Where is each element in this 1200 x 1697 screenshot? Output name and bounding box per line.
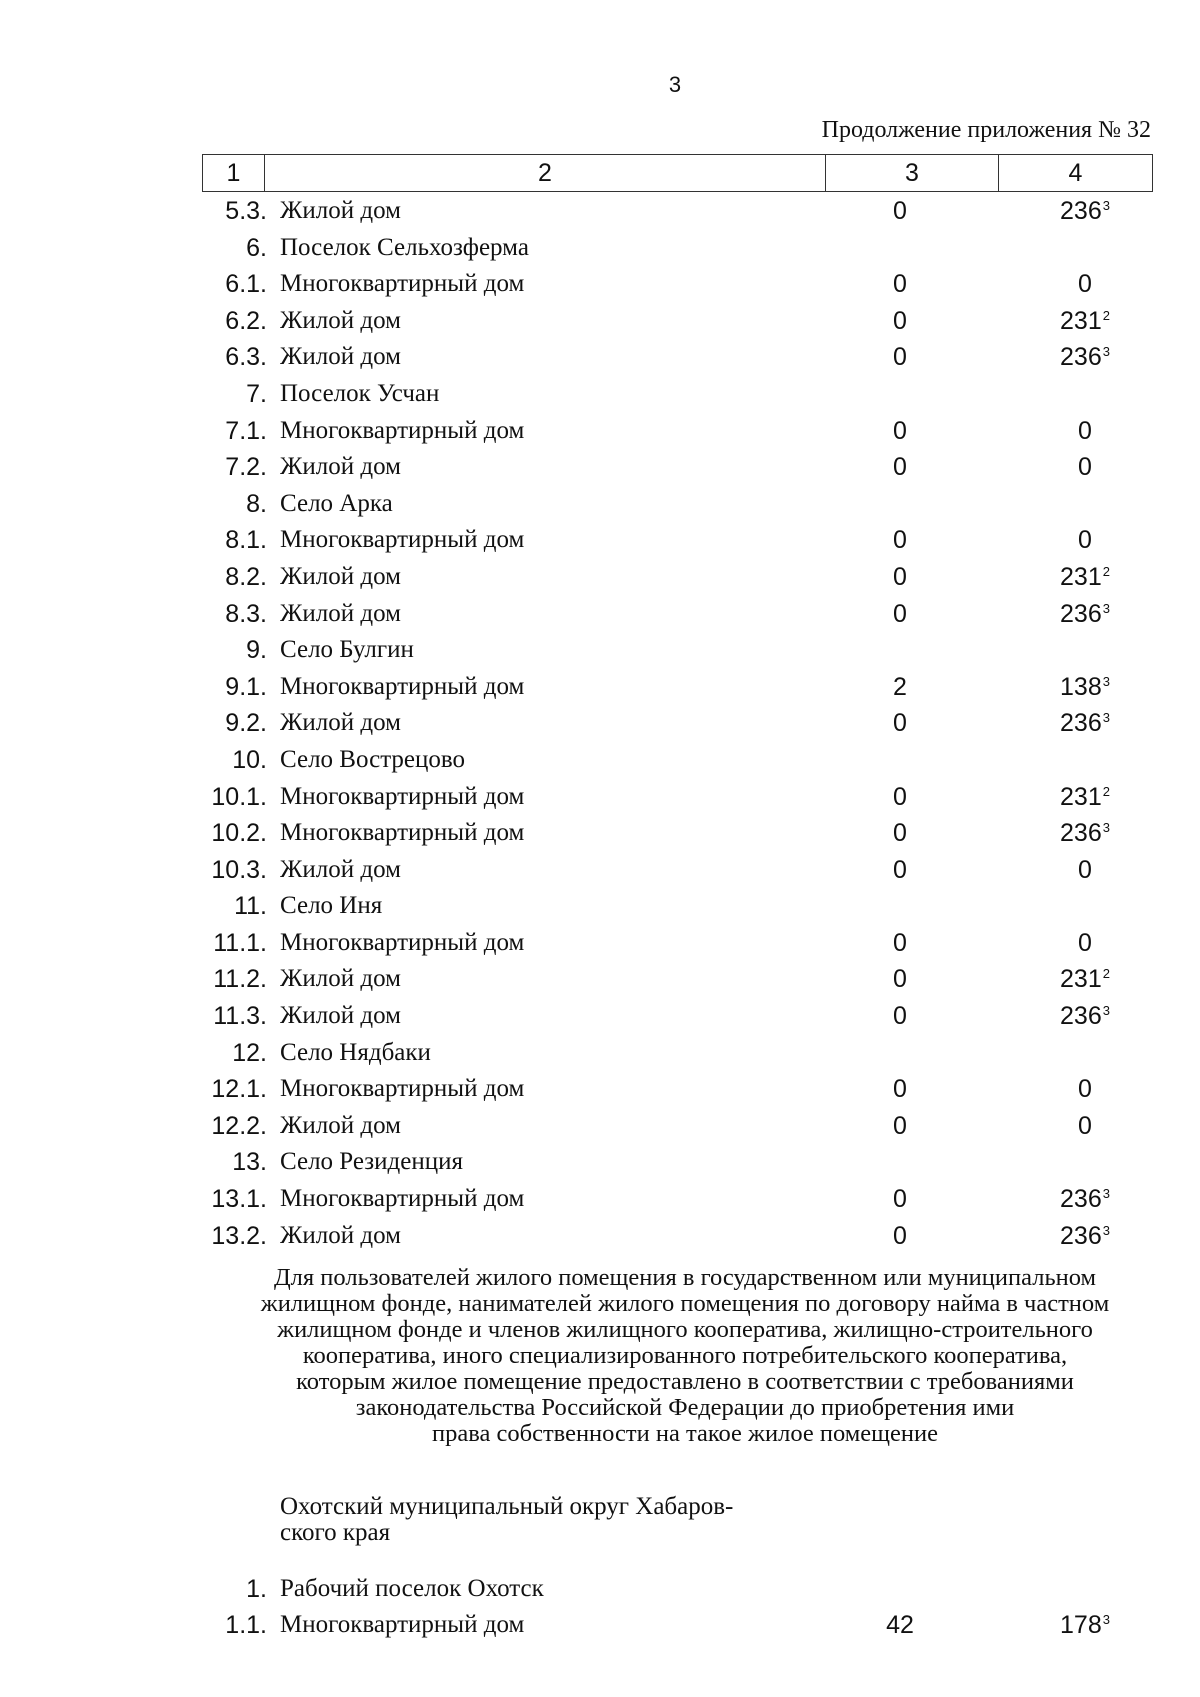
col3-value: 0 [893, 782, 907, 811]
row-number: 8. [246, 489, 267, 518]
table-row [0, 1220, 1200, 1257]
row-number: 5.3. [225, 197, 267, 225]
paragraph-line: Для пользователей жилого помещения в государственном или муниципальном [273, 1264, 1097, 1291]
paragraph-line: кооператива, иного специализированного потребительского кооператива, [302, 1342, 1068, 1369]
col4-value: $231^2$ [1060, 965, 1110, 994]
table-row [0, 1073, 1200, 1110]
row-name: Многоквартирный дом [280, 928, 525, 956]
header-col-2: 2 [265, 155, 826, 192]
table-row [0, 1037, 1200, 1074]
col3-value: 0 [893, 819, 907, 848]
col4-value: $231^2$ [1060, 782, 1110, 811]
col4-value: $236^3$ [1060, 599, 1110, 628]
col4-value: $178^3$ [1060, 1611, 1110, 1639]
row-name: Жилой дом [280, 562, 401, 590]
table-row [0, 378, 1200, 415]
col4-value: $236^3$ [1060, 343, 1110, 372]
footnote-marker: 3 [1102, 1612, 1110, 1627]
col3-value: 0 [893, 197, 907, 225]
footnote-marker: 3 [1102, 198, 1110, 213]
row-number: 7.1. [225, 416, 267, 445]
table-row [0, 927, 1200, 964]
col3-value: 0 [893, 416, 907, 445]
row-name: Многоквартирный дом [280, 1075, 525, 1103]
table-row [0, 415, 1200, 452]
table-row [0, 451, 1200, 488]
col3-value: 0 [893, 562, 907, 591]
row-name: Многоквартирный дом [280, 1611, 525, 1638]
row-name: Село Иня [280, 892, 383, 920]
row-name: Рабочий поселок Охотск [280, 1575, 544, 1602]
row-name: Многоквартирный дом [280, 526, 525, 554]
row-number: 8.2. [225, 562, 267, 591]
col4-value: 0 [1078, 855, 1092, 884]
table-body [0, 195, 1200, 1256]
paragraph-line: жилищном фонде и членов жилищного кооператива, жилищно-строительного [277, 1316, 1093, 1343]
row-name: Жилой дом [280, 1002, 401, 1030]
col4-value: 0 [1078, 1111, 1092, 1140]
row-number: 7. [246, 379, 267, 408]
col4-value: $231^2$ [1060, 562, 1110, 591]
row-number: 6.2. [225, 306, 267, 335]
row-name: Жилой дом [280, 1111, 401, 1139]
col3-value: 42 [886, 1611, 914, 1639]
paragraph-line: которым жилое помещение предоставлено в соответствии с требованиями [296, 1368, 1074, 1395]
row-name: Село Арка [280, 489, 393, 517]
row-name: Жилой дом [280, 306, 401, 334]
section-heading-paragraph [190, 1265, 1180, 1447]
footnote-marker: 3 [1102, 1222, 1110, 1238]
col3-value: 0 [893, 1185, 907, 1214]
row-name: Многоквартирный дом [280, 416, 525, 444]
page-number: 3 [668, 72, 682, 97]
row-number: 9.2. [225, 709, 267, 738]
table-row [0, 634, 1200, 671]
col3-value: 0 [893, 965, 907, 994]
row-number: 1. [246, 1575, 267, 1603]
col3-value: 0 [893, 343, 907, 372]
col4-value: $236^3$ [1060, 1002, 1110, 1031]
col3-value: 0 [893, 709, 907, 738]
row-name: Жилой дом [280, 599, 401, 627]
footnote-marker: 3 [1102, 673, 1110, 689]
table-row [0, 1110, 1200, 1147]
col4-value: $236^3$ [1060, 819, 1110, 848]
region-line: ского края [280, 1519, 391, 1546]
col3-value: 0 [893, 526, 907, 555]
table-row [0, 1146, 1200, 1183]
row-name: Многоквартирный дом [280, 782, 525, 810]
row-number: 13. [232, 1148, 267, 1177]
footnote-marker: 2 [1102, 966, 1110, 982]
col4-value: 0 [1078, 1075, 1092, 1104]
col3-value: 2 [893, 672, 907, 701]
row-number: 6. [246, 233, 267, 262]
table-row [0, 561, 1200, 598]
paragraph-line: жилищном фонде, нанимателей жилого помещения по договору найма в частном [260, 1290, 1110, 1317]
row-name: Село Вострецово [280, 745, 466, 773]
row-number: 10. [232, 745, 267, 774]
footnote-marker: 3 [1102, 600, 1110, 616]
table-row [0, 195, 1200, 232]
row-name: Жилой дом [280, 709, 401, 737]
row-name: Поселок Сельхозферма [280, 233, 529, 261]
col3-value: 0 [893, 453, 907, 482]
footnote-marker: 3 [1102, 820, 1110, 836]
row-name: Жилой дом [280, 855, 401, 883]
row-number: 13.1. [211, 1185, 267, 1214]
table-row [0, 781, 1200, 818]
row-number: 11. [234, 892, 267, 921]
table-row [0, 744, 1200, 781]
col4-value: 0 [1078, 526, 1092, 555]
table-header [202, 154, 1153, 192]
col3-value: 0 [893, 1075, 907, 1104]
col3-value: 0 [893, 928, 907, 957]
row-name: Жилой дом [280, 343, 401, 371]
table-row [0, 817, 1200, 854]
paragraph-line: законодательства Российской Федерации до приобретения ими [355, 1394, 1015, 1421]
table-row [0, 524, 1200, 561]
table-row [0, 488, 1200, 525]
row-number: 8.3. [225, 599, 267, 628]
table-row [0, 305, 1200, 342]
col4-value: $236^3$ [1060, 197, 1110, 225]
col3-value: 0 [893, 270, 907, 299]
table-row [0, 341, 1200, 378]
row-number: 12.2. [211, 1111, 267, 1140]
row-name: Многоквартирный дом [280, 1185, 525, 1213]
row-number: 10.1. [211, 782, 267, 811]
row-name: Многоквартирный дом [280, 819, 525, 847]
row-number: 10.2. [211, 819, 267, 848]
row-name: Село Булгин [280, 636, 414, 664]
col4-value: $236^3$ [1060, 1185, 1110, 1214]
table-row [0, 232, 1200, 269]
footnote-marker: 3 [1102, 344, 1110, 360]
table-row [0, 1000, 1200, 1037]
table-row [0, 890, 1200, 927]
col4-value: 0 [1078, 270, 1092, 299]
header-col-4: 4 [999, 155, 1153, 192]
col4-value: $236^3$ [1060, 709, 1110, 738]
header-col-1: 1 [203, 155, 265, 192]
table-row [0, 1609, 1200, 1645]
row-name: Жилой дом [280, 965, 401, 993]
region-heading [280, 1494, 840, 1546]
row-number: 7.2. [225, 453, 267, 482]
footnote-marker: 3 [1102, 1186, 1110, 1202]
row-name: Жилой дом [280, 197, 401, 224]
row-number: 10.3. [211, 855, 267, 884]
col4-value: 0 [1078, 453, 1092, 482]
col4-value: $231^2$ [1060, 306, 1110, 335]
row-number: 1.1. [225, 1611, 267, 1639]
table-row [0, 854, 1200, 891]
row-number: 8.1. [225, 526, 267, 555]
row-number: 13.2. [211, 1221, 267, 1250]
table-row [0, 671, 1200, 708]
table-row [0, 1573, 1200, 1609]
footnote-marker: 3 [1102, 1003, 1110, 1019]
col4-value: $236^3$ [1060, 1221, 1110, 1250]
table-row [0, 963, 1200, 1000]
col4-value: $138^3$ [1060, 672, 1110, 701]
col3-value: 0 [893, 1111, 907, 1140]
region-line: Охотский муниципальный округ Хабаров- [280, 1493, 734, 1520]
col3-value: 0 [893, 1221, 907, 1250]
appendix-continuation-label: Продолжение приложения № 32 [821, 117, 1151, 143]
footnote-marker: 3 [1102, 710, 1110, 726]
row-name: Многоквартирный дом [280, 270, 525, 298]
row-number: 6.3. [225, 343, 267, 372]
row-name: Село Нядбаки [280, 1038, 431, 1066]
row-number: 12. [232, 1038, 267, 1067]
row-number: 11.1. [213, 928, 267, 957]
row-name: Поселок Усчан [280, 379, 440, 407]
footnote-marker: 2 [1102, 307, 1110, 323]
row-number: 9. [246, 636, 267, 665]
row-name: Село Резиденция [280, 1148, 463, 1176]
row-number: 6.1. [225, 270, 267, 299]
col3-value: 0 [893, 306, 907, 335]
col3-value: 0 [893, 855, 907, 884]
row-name: Жилой дом [280, 1221, 401, 1249]
table-row [0, 707, 1200, 744]
col3-value: 0 [893, 599, 907, 628]
col4-value: 0 [1078, 416, 1092, 445]
row-number: 12.1. [211, 1075, 267, 1104]
table-row [0, 598, 1200, 635]
footnote-marker: 2 [1102, 783, 1110, 799]
row-name: Жилой дом [280, 453, 401, 481]
col4-value: 0 [1078, 928, 1092, 957]
row-number: 11.3. [213, 1002, 267, 1031]
footnote-marker: 2 [1102, 563, 1110, 579]
row-name: Многоквартирный дом [280, 672, 525, 700]
table-row [0, 1183, 1200, 1220]
col3-value: 0 [893, 1002, 907, 1031]
paragraph-line: права собственности на такое жилое помещение [432, 1420, 938, 1447]
header-col-3: 3 [826, 155, 999, 192]
row-number: 9.1. [225, 672, 267, 701]
row-number: 11.2. [213, 965, 267, 994]
table-row [0, 268, 1200, 305]
